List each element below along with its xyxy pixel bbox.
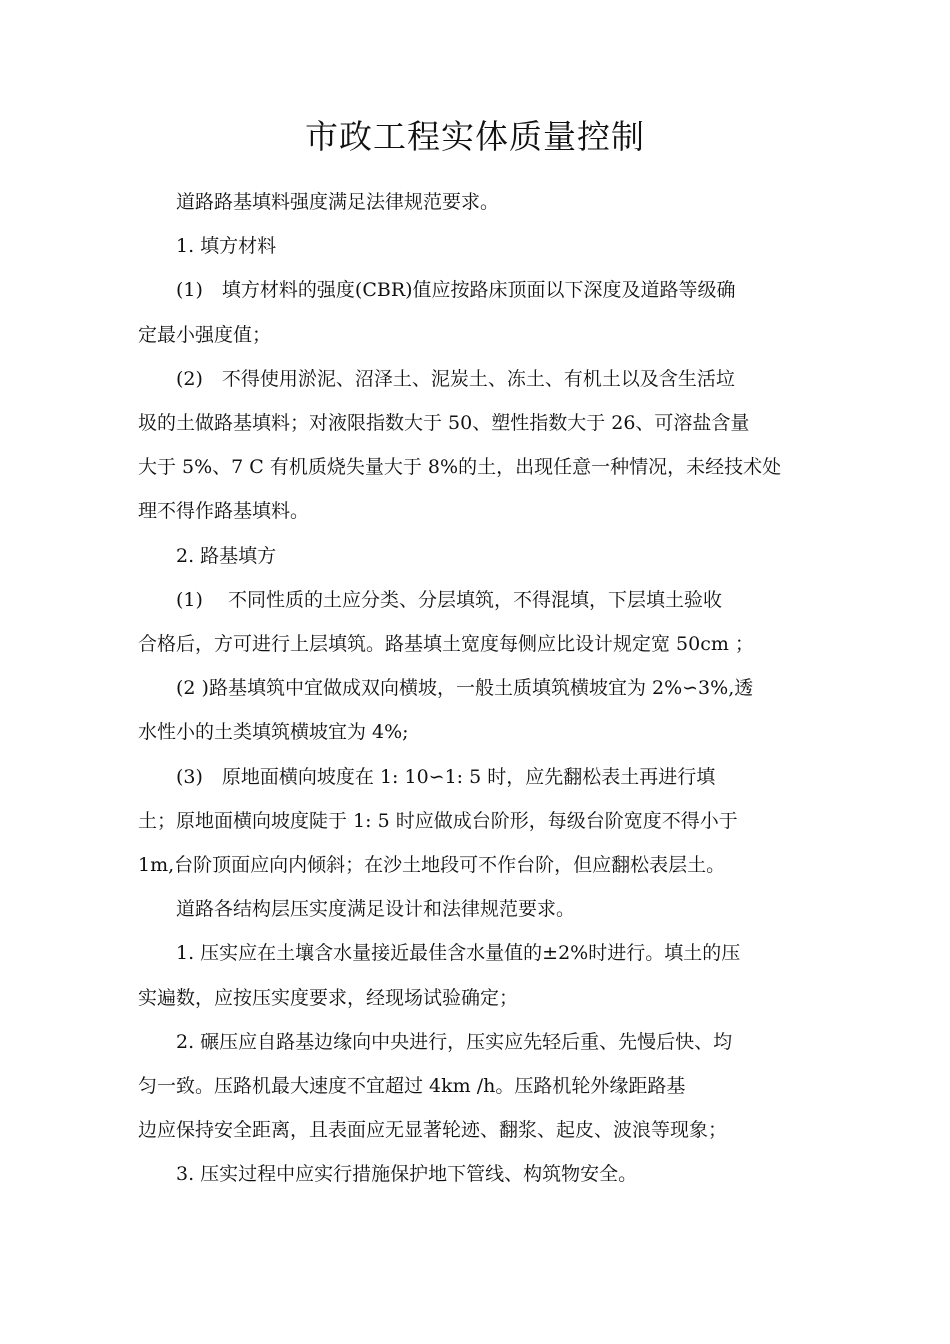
paragraph (138, 755, 828, 888)
paragraph (138, 1152, 828, 1196)
paragraph (138, 224, 828, 268)
paragraph-line: (3) 原地面横向坡度在 1: 10∽1: 5 时，应先翻松表土再进行填 (176, 765, 716, 788)
paragraph-line: 定最小强度值； (138, 323, 272, 346)
paragraph-line: 圾的土做路基填料；对液限指数大于 50、塑性指数大于 26、可溶盐含量 (138, 412, 750, 435)
paragraph-line: (2) 不得使用淤泥、沼泽土、泥炭土、冻土、有机土以及含生活垃 (176, 367, 735, 390)
paragraph-line: 2. 路基填方 (176, 544, 277, 567)
paragraph (138, 1020, 828, 1153)
paragraph-line: 大于 5%、7 C 有机质烧失量大于 8%的土，出现任意一种情况，未经技术处 (138, 456, 782, 479)
paragraph (138, 887, 828, 931)
paragraph-line: (2 )路基填筑中宜做成双向横坡，一般土质填筑横坡宜为 2%∽3%,透 (176, 677, 754, 700)
document-body (138, 180, 828, 1197)
paragraph (138, 666, 828, 754)
paragraph (138, 268, 828, 356)
paragraph-line: 水性小的土类填筑横坡宜为 4%; (138, 721, 409, 744)
paragraph-line: 1m,台阶顶面应向内倾斜；在沙土地段可不作台阶，但应翻松表层土。 (138, 854, 726, 877)
paragraph-line: 3. 压实过程中应实行措施保护地下管线、构筑物安全。 (176, 1163, 638, 1186)
paragraph (138, 931, 828, 1019)
paragraph-line: 合格后，方可进行上层填筑。路基填土宽度每侧应比设计规定宽 50cm ； (138, 633, 754, 656)
paragraph-line: 2. 碾压应自路基边缘向中央进行，压实应先轻后重、先慢后快、均 (176, 1030, 733, 1053)
paragraph (138, 357, 828, 534)
paragraph-line: (1) 填方材料的强度(CBR)值应按路床顶面以下深度及道路等级确 (176, 279, 736, 302)
paragraph-line: 土；原地面横向坡度陡于 1: 5 时应做成台阶形，每级台阶宽度不得小于 (138, 809, 738, 832)
paragraph (138, 180, 828, 224)
paragraph-line: (1) 不同性质的土应分类、分层填筑，不得混填，下层填土验收 (176, 588, 722, 611)
paragraph-line: 匀一致。压路机最大速度不宜超过 4km /h。压路机轮外缘距路基 (138, 1075, 686, 1098)
page-title: 市政工程实体质量控制 (305, 117, 645, 156)
paragraph (138, 578, 828, 666)
paragraph-line: 道路各结构层压实度满足设计和法律规范要求。 (176, 898, 576, 921)
paragraph-line: 1. 填方材料 (176, 235, 277, 258)
paragraph-line: 边应保持安全距离，且表面应无显著轮迹、翻浆、起皮、波浪等现象； (138, 1119, 728, 1142)
paragraph-line: 道路路基填料强度满足法律规范要求。 (176, 191, 500, 213)
paragraph-line: 理不得作路基填料。 (138, 500, 310, 523)
paragraph-line: 实遍数，应按压实度要求，经现场试验确定； (138, 986, 519, 1009)
paragraph-line: 1. 压实应在土壤含水量接近最佳含水量值的±2%时进行。填土的压 (176, 942, 741, 965)
paragraph (138, 534, 828, 578)
